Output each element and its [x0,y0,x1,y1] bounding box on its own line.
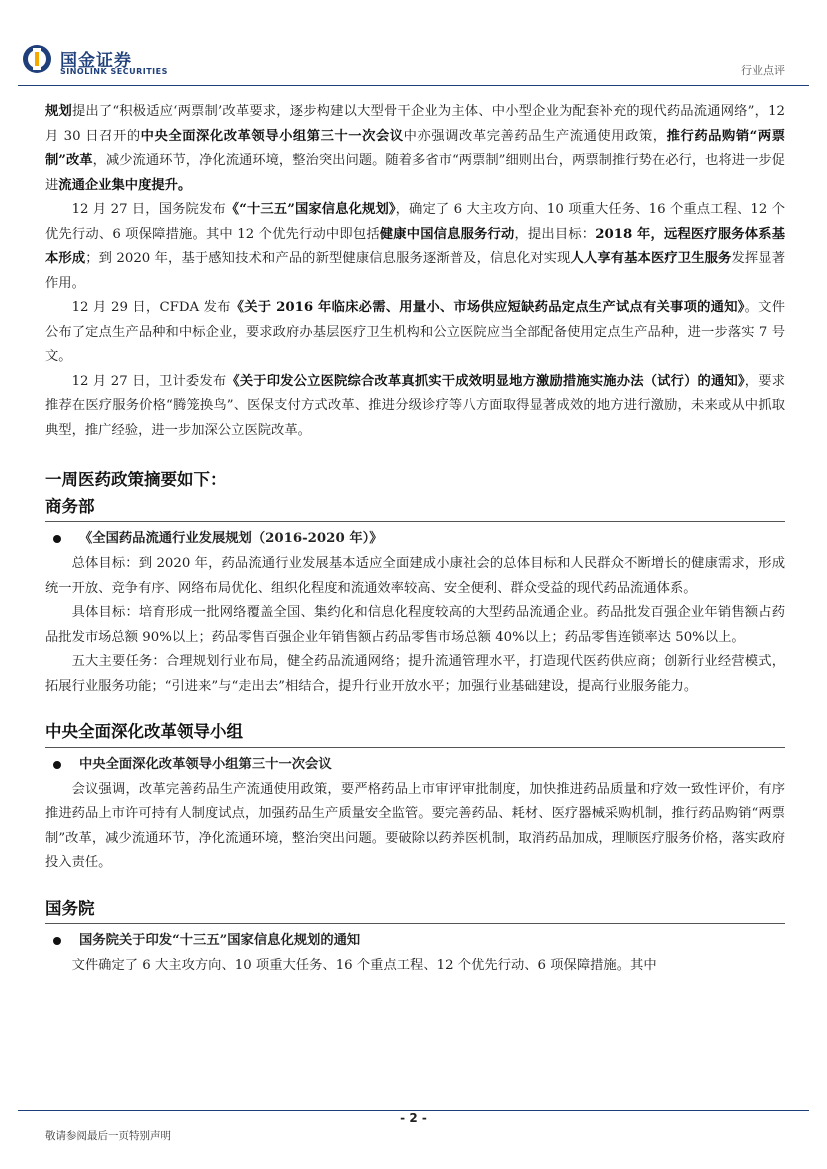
section-divider [45,521,785,522]
header-divider [18,85,809,86]
bullet-icon [53,761,61,769]
body-text: ；到 2020 年，基于感知技术和产品的新型健康信息服务逐渐普及，信息化对实现 [85,251,571,266]
body-text: 12 月 29 日，CFDA 发布 [71,300,231,315]
policy-bullet [45,928,785,954]
policy-title: 国务院关于印发“十三五”国家信息化规划的通知 [79,933,361,948]
main-content [45,100,785,979]
emphasis-text: 流通企业集中度提升。 [58,177,192,193]
emphasis-text: 《“十三五”国家信息化规划》 [225,202,396,217]
policy-bullet [45,526,785,552]
brand-name: 国金证券 [60,51,132,71]
page-header [0,0,827,100]
section-divider [45,747,785,748]
emphasis-text: 人人享有基本医疗卫生服务 [570,251,732,266]
policy-paragraph: 总体目标：到 2020 年，药品流通行业发展基本适应全面建成小康社会的总体目标和人民群众不断增长的健康需求，形成统一开放、竞争有序、网络布局优化、组织化程度和流通效率较高、安全便利、群众受益的现代药品流通体系。 [45,556,785,596]
sinolink-logo-icon [22,44,52,74]
body-text: 发挥显著作用。 [45,251,786,291]
body-text: 。文件公布了定点生产品种和中标企业，要求政府办基层医疗卫生机构和公立医院应当全部配备使用定点生产品种，进一步落实 7 号文。 [45,300,785,364]
policy-paragraph: 五大主要任务：合理规划行业布局，健全药品流通网络；提升流通管理水平，打造现代医药供应商；创新行业经营模式，拓展行业服务功能；“引进来”与“走出去”相结合，提升行业开放水平；加强行业基础建设，提高行业服务能力。 [45,654,785,694]
page-number: - 2 - [400,1111,427,1125]
disclaimer-note: 敬请参阅最后一页特别声明 [45,1130,171,1142]
brand-name-english: SINOLINK SECURITIES [60,67,168,76]
intro-paragraph [45,198,785,296]
body-text: ，减少流通环节，净化流通环境，整治突出问题。随着多省市“两票制”细则出台，两票制推行势在必行，也将进一步促进 [45,153,785,193]
bullet-icon [53,535,61,543]
policy-paragraph: 会议强调，改革完善药品生产流通使用政策，要严格药品上市审评审批制度，加快推进药品质量和疗效一致性评价，有序推进药品上市许可持有人制度试点，加强药品生产质量安全监管。要完善药品、耗材、医疗器械采购机制，推行药品购销“两票制”改革，减少流通环节，净化流通环境，整治突出问题。要破除以药养医机制，取消药品加成，理顺医疗服务价格，落实政府投入责任。 [45,781,785,870]
body-text: ，确定了 6 大主攻方向、10 项重大任务、16 个重点工程、12 个优先行动、6 项保障措施。其中 12 个优先行动中即包括 [45,202,785,242]
policy-title: 中央全面深化改革领导小组第三十一次会议 [79,756,332,772]
policy-paragraph: 文件确定了 6 大主攻方向、10 项重大任务、16 个重点工程、12 个优先行动、6 项保障措施。其中 [71,958,657,973]
bullet-icon [53,937,61,945]
body-text: ，提出目标： [514,226,596,242]
body-text: 12 月 27 日，卫计委发布 [71,373,227,389]
emphasis-text: 《关于印发公立医院综合改革真抓实干成效明显地方激励措施实施办法（试行）的通知》 [226,373,745,389]
intro-paragraph [45,370,785,444]
policy-paragraph: 具体目标：培育形成一批网络覆盖全国、集约化和信息化程度较高的大型药品流通企业。药品批发百强企业年销售额占药品批发市场总额 90%以上；药品零售百强企业年销售额占药品零售市场总额 40%以上；药品零售连锁率达 50%以上。 [45,605,785,645]
intro-paragraph [45,100,785,198]
emphasis-text: 推行药品购销“两票制”改革 [45,128,786,168]
section-title-state-council: 国务院 [45,898,95,918]
policy-title: 《全国药品流通行业发展规划（2016-2020 年）》 [79,531,383,546]
emphasis-text: 《关于 2016 年临床必需、用量小、市场供应短缺药品定点生产试点有关事项的通知》 [230,300,745,315]
emphasis-text: 规划 [45,104,72,119]
intro-paragraph [45,296,785,370]
body-text: 提出了“积极适应‘两票制’改革要求，逐步构建以大型骨干企业为主体、中小型企业为配套补充的现代药品流通网络”，12 月 30 日召开的 [45,104,785,144]
body-text: 中亦强调改革完善药品生产流通使用政策， [403,128,667,144]
summary-title: 一周医药政策摘要如下： [45,470,227,489]
section-title-reform-group: 中央全面深化改革领导小组 [45,722,243,741]
body-text: ，要求推荐在医疗服务价格“腾笼换鸟”、医保支付方式改革、推进分级诊疗等八方面取得显著成效的地方进行激励，未来或从中抓取典型，推广经验，进一步加深公立医院改革。 [45,373,785,438]
section-title-mofcom: 商务部 [45,496,95,516]
emphasis-text: 健康中国信息服务行动 [379,226,515,242]
report-type: 行业点评 [741,64,785,77]
emphasis-text: 2018 年，远程医疗服务体系基本形成 [45,226,786,266]
policy-bullet [45,752,785,778]
body-text: 12 月 27 日，国务院发布 [71,202,226,217]
section-divider [45,923,785,924]
emphasis-text: 中央全面深化改革领导小组第三十一次会议 [140,128,404,144]
